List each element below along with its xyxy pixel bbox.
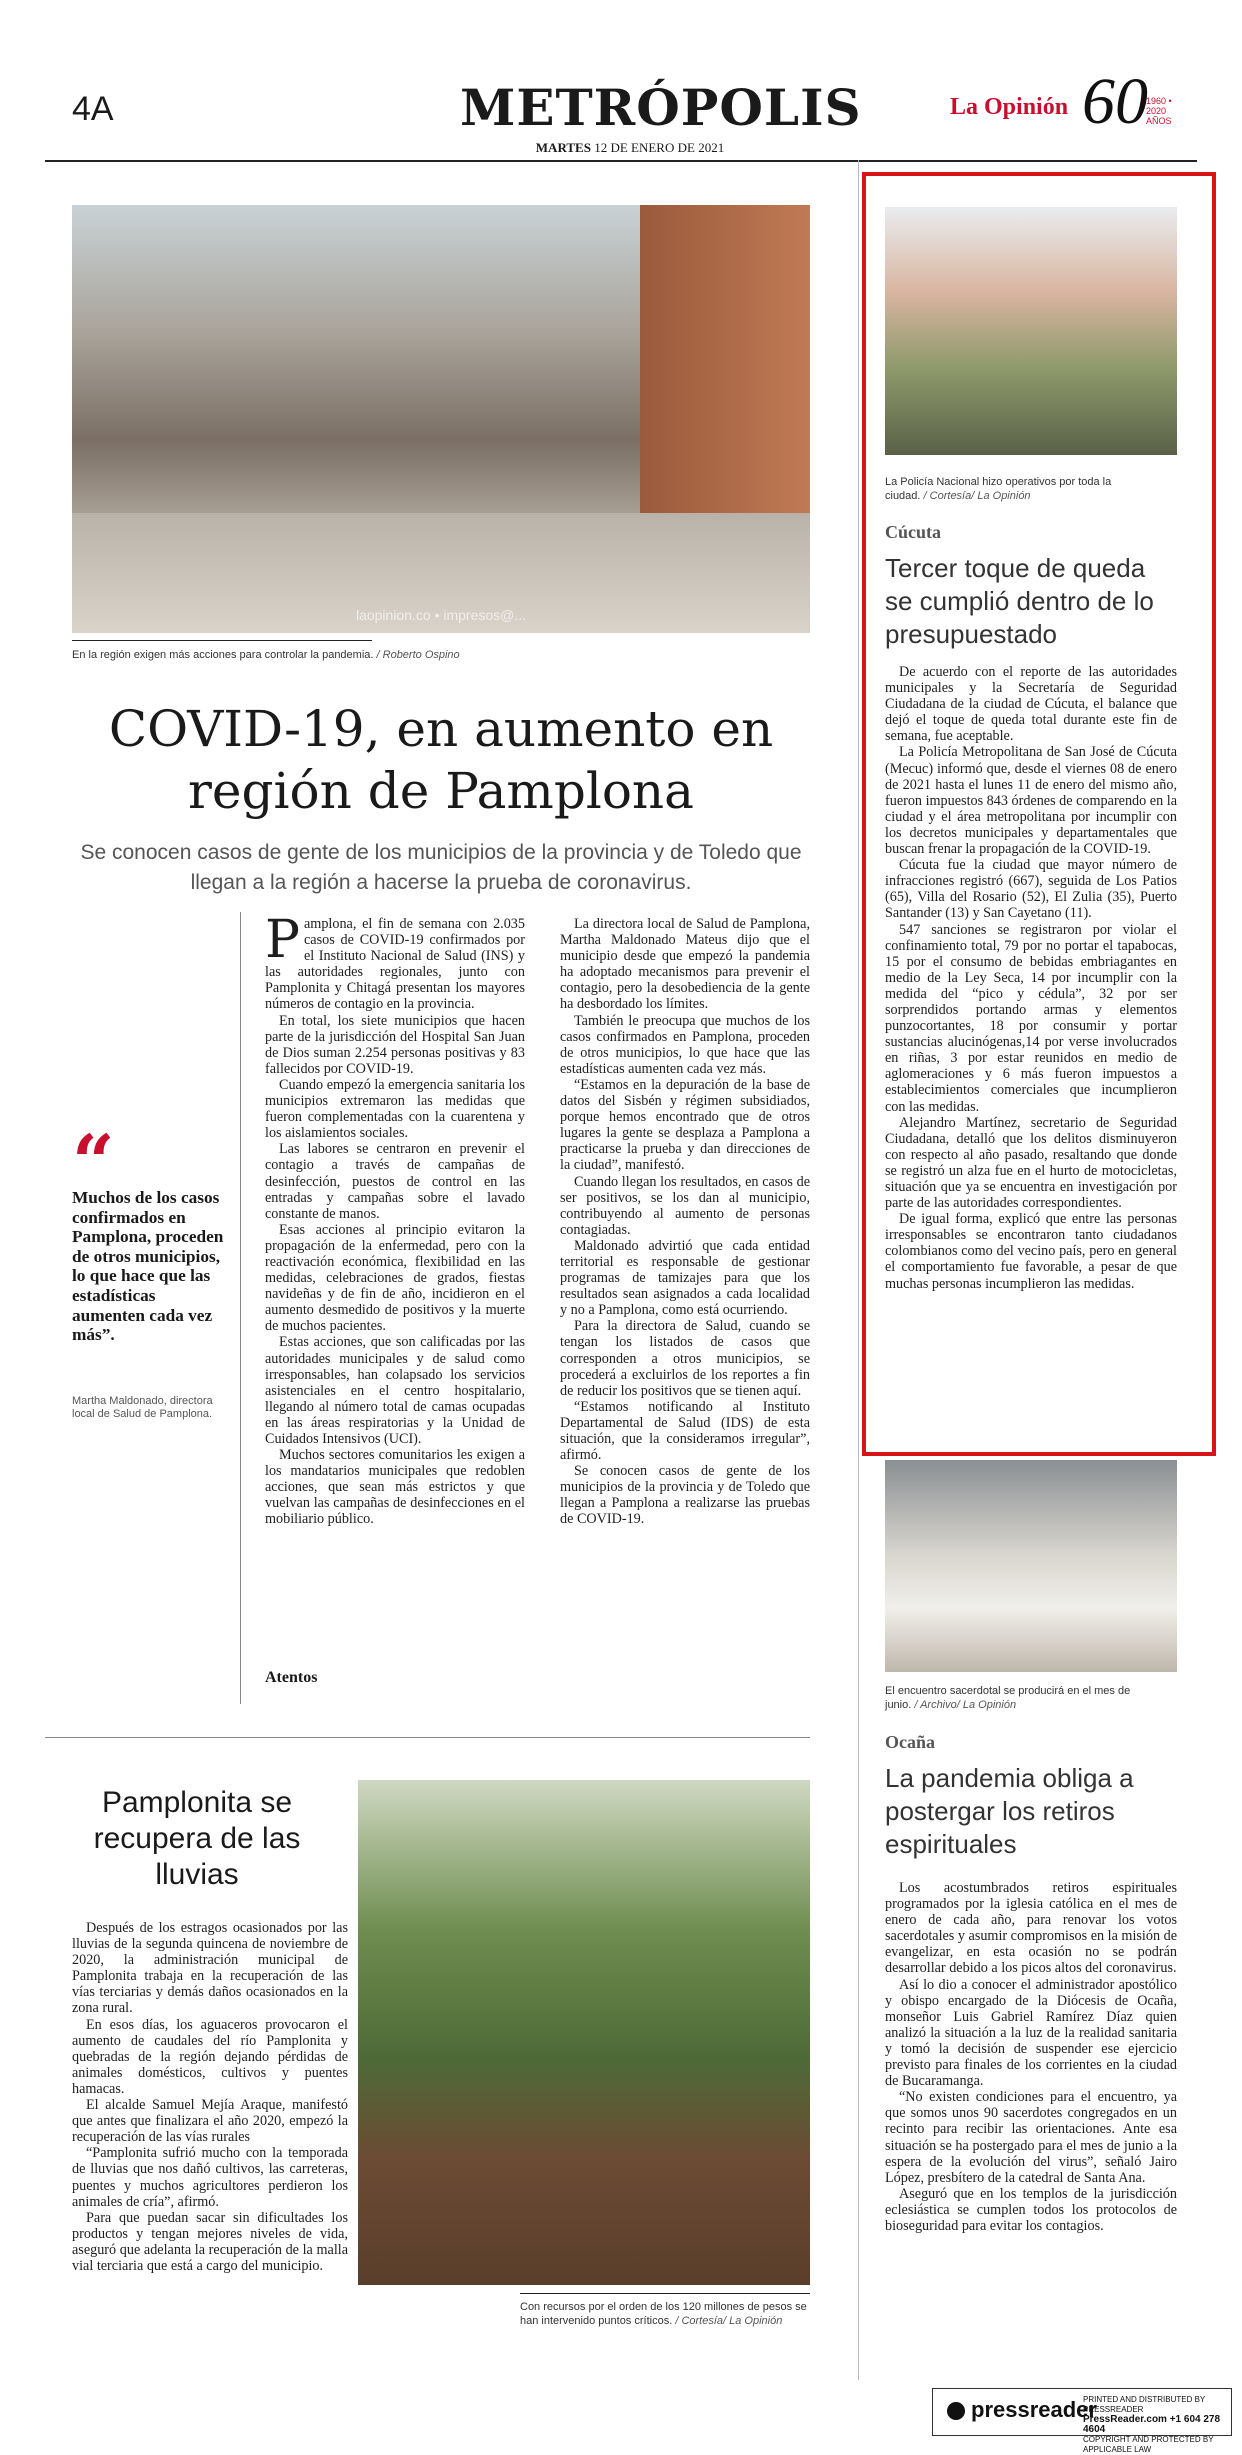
photo-credit: / Cortesía/ La Opinión [675, 2315, 783, 2327]
paragraph: El alcalde Samuel Mejía Araque, manifestó que antes que finalizara el año 2020, empezó la recuperación de las vías rurales [72, 2097, 348, 2146]
pull-quote: Muchos de los casos confirmados en Pamplona, proceden de otros municipios, lo que hace que las estadísticas aumenten cada vez más”. [72, 1188, 224, 1345]
ocana-headline: La pandemia obliga a postergar los retiros espirituales [885, 1763, 1134, 1859]
photo-watermark: laopinion.co • impresos@... [355, 607, 527, 623]
paragraph: En total, los siete municipios que hacen parte de la jurisdicción del Hospital San Juan de Dios suman 2.254 personas positivas y 83 fallecidos por COVID-19. [265, 1012, 525, 1077]
main-headline: COVID-19, en aumento en región de Pamplona [108, 700, 774, 820]
ocana-photo-caption: El encuentro sacerdotal se producirá en el mes de junio. / Archivo/ La Opinión [885, 1685, 1131, 1711]
paragraph: “Pamplonita sufrió mucho con la temporada de lluvias que nos dañó cultivos, las carreteras, puentes y muchos agricultores perdieron los animales de cría”, afirmó. [72, 2145, 348, 2210]
drop-cap: P [265, 910, 300, 970]
right-column-divider [858, 160, 859, 2380]
pamplonita-photo [358, 1780, 810, 2285]
paragraph: Así lo dio a conocer el administrador apostólico y obispo encargado de la Diócesis de Ocaña, monseñor Luis Gabriel Ramírez Díaz quien analizó la situación a la luz de la realidad sanitaria y tomó la decisión de suspender ese ejercicio previsto para finales de los corrientes en la ciudad de Bucaramanga. [885, 1976, 1177, 2090]
pamplonita-photo-caption: Con recursos por el orden de los 120 millones de pesos se han intervenido puntos críticos. / Cortesía/ La Opinión [520, 2301, 807, 2327]
cucuta-body [885, 664, 1177, 1292]
date-rest: 12 DE ENERO DE 2021 [590, 140, 725, 155]
main-story-column-2 [560, 916, 810, 1528]
main-deck: Se conocen casos de gente de los municipios de la provincia y de Toledo que llegan a la región a hacerse la prueba de coronavirus. [80, 841, 802, 894]
pressreader-text: PRINTED AND DISTRIBUTED BY PRESSREADER PressReader.com +1 604 278 4604 COPYRIGHT AND PROTECTED BY APPLICABLE LAW [1083, 2395, 1221, 2454]
paragraph: Muchos sectores comunitarios les exigen a los mandatarios municipales que redoblen acciones, que sean más estrictos y que vuelvan las campañas de desinfecciones en el mobiliario público. [265, 1447, 525, 1528]
paragraph: Aseguró que en los templos de la jurisdicción eclesiástica se cumplen todos los protocolos de bioseguridad para evitar los contagios. [885, 2185, 1177, 2234]
pressreader-icon [947, 2402, 965, 2420]
paragraph: La Policía Metropolitana de San José de Cúcuta (Mecuc) informó que, desde el viernes 08 de enero de 2021 hasta el lunes 11 de enero del mismo año, fueron impuestos 843 órdenes de comparendo en la ciudad y el área metropolitana por incumplir con los decretos municipales y departamentales que buscan frenar la propagación de la COVID-19. [885, 744, 1177, 858]
section-divider [45, 1737, 810, 1738]
paragraph: Para que puedan sacar sin dificultades los productos y tengan mejores niveles de vida, aseguró que adelanta la recuperación de la malla vial terciaria que está a cargo del municipio. [72, 2209, 348, 2274]
logo-sixty: 60 [1082, 65, 1148, 138]
caption-rule [520, 2293, 810, 2294]
date-line [460, 140, 800, 156]
paragraph: Después de los estragos ocasionados por las lluvias de la segunda quincena de noviembre de 2020, la administración municipal de Pamplonita trabaja en la recuperación de las vías terciarias y demás daños ocasionados en la zona rural. [72, 1920, 348, 2017]
paragraph: Cúcuta fue la ciudad que mayor número de infracciones registró (667), seguida de Los Patios (65), Villa del Rosario (52), El Zulia (35), Puerto Santander (13) y San Cayetano (11). [885, 857, 1177, 922]
section-title: METRÓPOLIS [460, 78, 862, 137]
paragraph: 547 sanciones se registraron por violar el confinamiento total, 79 por no portar el tapabocas, 15 por el consumo de bebidas embriagantes en medio de la Ley Seca, 14 por incumplir con la medida del “pico y cédula”, 32 por ser sorprendidos portando armas y elementos punzocortantes, 18 por consumir y portar sustancias alucinógenas,14 por verse involucrados en riñas, 3 por estar reunidos en medio de aglomeraciones y 6 más fueron impuestos a establecimientos comerciales que incumplieron con las medidas. [885, 921, 1177, 1115]
quote-mark: “ [72, 1120, 115, 1206]
cucuta-headline: Tercer toque de queda se cumplió dentro de lo presupuestado [885, 553, 1154, 649]
pull-quote-attribution: Martha Maldonado, directora local de Salud de Pamplona. [72, 1395, 213, 1420]
logo-years: 1960 • 2020 AÑOS [1146, 96, 1172, 126]
caption-rule [72, 640, 372, 641]
page-number: 4A [72, 90, 114, 128]
paragraph: En esos días, los aguaceros provocaron el aumento de caudales del río Pamplonita y quebradas de la región dejando pérdidas de animales domésticos, cultivos y puentes hamacas. [72, 2016, 348, 2097]
paragraph: También le preocupa que muchos de los casos confirmados en Pamplona, proceden de otros municipios, lo que hace que las estadísticas aumenten cada vez más. [560, 1012, 810, 1077]
header-rule [45, 160, 1197, 162]
ocana-photo [885, 1460, 1177, 1672]
cucuta-kicker: Cúcuta [885, 522, 942, 542]
paragraph: Cuando llegan los resultados, en casos de ser positivos, se los dan al municipio, contribuyendo al aumento de personas contagiadas. [560, 1173, 810, 1238]
paragraph: Maldonado advirtió que cada entidad territorial es responsable de gestionar programas de tamizajes para que los resultados sean asignados a cada localidad y no a Pamplona, como está ocurriendo. [560, 1237, 810, 1319]
main-photo-caption: En la región exigen más acciones para controlar la pandemia. / Roberto Ospino [72, 649, 460, 661]
paragraph: Alejandro Martínez, secretario de Seguridad Ciudadana, detalló que los delitos disminuyeron con respecto al año pasado, resaltando que donde se registró un alza fue en el hurto de motocicletas, situación que ya se encuentra en investigación por parte de las autoridades correspondientes. [885, 1114, 1177, 1212]
paragraph: De igual forma, explicó que entre las personas irresponsables se encontraron tanto ciudadanos colombianos como del vecino país, pero en general el comportamiento fue favorable, a pesar de que muchas personas incumplieron las medidas. [885, 1211, 1177, 1292]
paragraph: De acuerdo con el reporte de las autoridades municipales y la Secretaría de Seguridad Ciudadana de la ciudad de Cúcuta, el balance que dejó el toque de queda total durante este fin de semana, fue aceptable. [885, 664, 1177, 745]
cucuta-photo [885, 207, 1177, 455]
photo-credit: / Archivo/ La Opinión [914, 1699, 1017, 1711]
subhead: Atentos [265, 1669, 318, 1686]
paragraph: Esas acciones al principio evitaron la propagación de la enfermedad, pero con la reactivación económica, flexibilidad en las medidas, celebraciones de grados, fiestas navideñas y de fin de año, incidieron en el aumento desmedido de positivos y la muerte de muchos pacientes. [265, 1221, 525, 1335]
newspaper-logo[interactable] [950, 65, 1190, 144]
pamplonita-body [72, 1920, 348, 2274]
paragraph: Estas acciones, que son calificadas por las autoridades municipales y de salud como irresponsables, han colapsado los servicios asistenciales en el centro hospitalario, llegando al número total de camas ocupadas en las áreas respiratorias y la Unidad de Cuidados Intensivos (UCI). [265, 1334, 525, 1447]
paragraph: Las labores se centraron en prevenir el contagio a través de campañas de desinfección, puestos de control en las entradas y campañas sobre el lavado constante de manos. [265, 1141, 525, 1222]
pamplonita-headline: Pamplonita se recupera de las lluvias [93, 1786, 301, 1891]
paragraph: Cuando empezó la emergencia sanitaria los municipios extremaron las medidas que fueron complementadas con la cuarentena y los aislamientos sociales. [265, 1076, 525, 1142]
logo-brand: La Opinión [950, 94, 1069, 120]
main-story-photo [72, 205, 810, 633]
photo-credit: / Cortesía/ La Opinión [923, 490, 1031, 502]
pressreader-logo: pressreader [947, 2397, 1097, 2423]
paragraph: Los acostumbrados retiros espirituales programados por la iglesia católica en el mes de enero de cada año, para renovar los votos sacerdotales y asumir compromisos en la misión de evangelizar, en esta ocasión no se podrán desarrollar debido a los picos altos del coronavirus. [885, 1880, 1177, 1977]
paragraph: Para la directora de Salud, cuando se tengan los listados de casos que corresponden a otros municipios, se procederá a excluirlos de los reportes a fin de reducir los positivos que se tienen aquí. [560, 1318, 810, 1399]
date-day: MARTES [535, 140, 591, 155]
paragraph: “No existen condiciones para el encuentro, ya que somos unos 90 sacerdotes congregados en un recinto para recibir las orientaciones. Ante esa situación se ha postergado para el mes de junio a la espera de la evolución del virus”, señaló Jairo López, presbítero de la catedral de Santa Ana. [885, 2089, 1177, 2186]
paragraph: Pamplona, el fin de semana con 2.035 casos de COVID-19 confirmados por el Instituto Nacional de Salud (INS) y las autoridades regionales, junto con Pamplonita y Chitagá presentan los mayores números de contagio en la provincia. [265, 910, 525, 1013]
paragraph: Se conocen casos de gente de los municipios de la provincia y de Toledo que llegan a Pamplona a realizarse las pruebas de COVID-19. [560, 1463, 810, 1528]
ocana-body [885, 1880, 1177, 2234]
paragraph: “Estamos en la depuración de la base de datos del Sisbén y régimen subsidiados, porque hemos encontrado que de otros lugares la gente se desplaza a Pamplona a practicarse la prueba y dan direcciones de la ciudad”, manifestó. [560, 1076, 810, 1174]
paragraph: La directora local de Salud de Pamplona, Martha Maldonado Mateus dijo que el municipio desde que empezó la pandemia ha adoptado mecanismos para prevenir el contagio, pero la desobediencia de la gente ha desbordado los límites. [560, 916, 810, 1013]
paragraph: “Estamos notificando al Instituto Departamental de Salud (IDS) de esta situación, que la consideramos irregular”, afirmó. [560, 1398, 810, 1464]
cucuta-photo-caption: La Policía Nacional hizo operativos por toda la ciudad. / Cortesía/ La Opinión [885, 476, 1112, 502]
ocana-kicker: Ocaña [885, 1732, 936, 1752]
main-story-column-1 [265, 910, 525, 1528]
column-divider [240, 912, 241, 1704]
pressreader-badge[interactable] [932, 2388, 1232, 2454]
photo-credit: / Roberto Ospino [376, 649, 460, 661]
